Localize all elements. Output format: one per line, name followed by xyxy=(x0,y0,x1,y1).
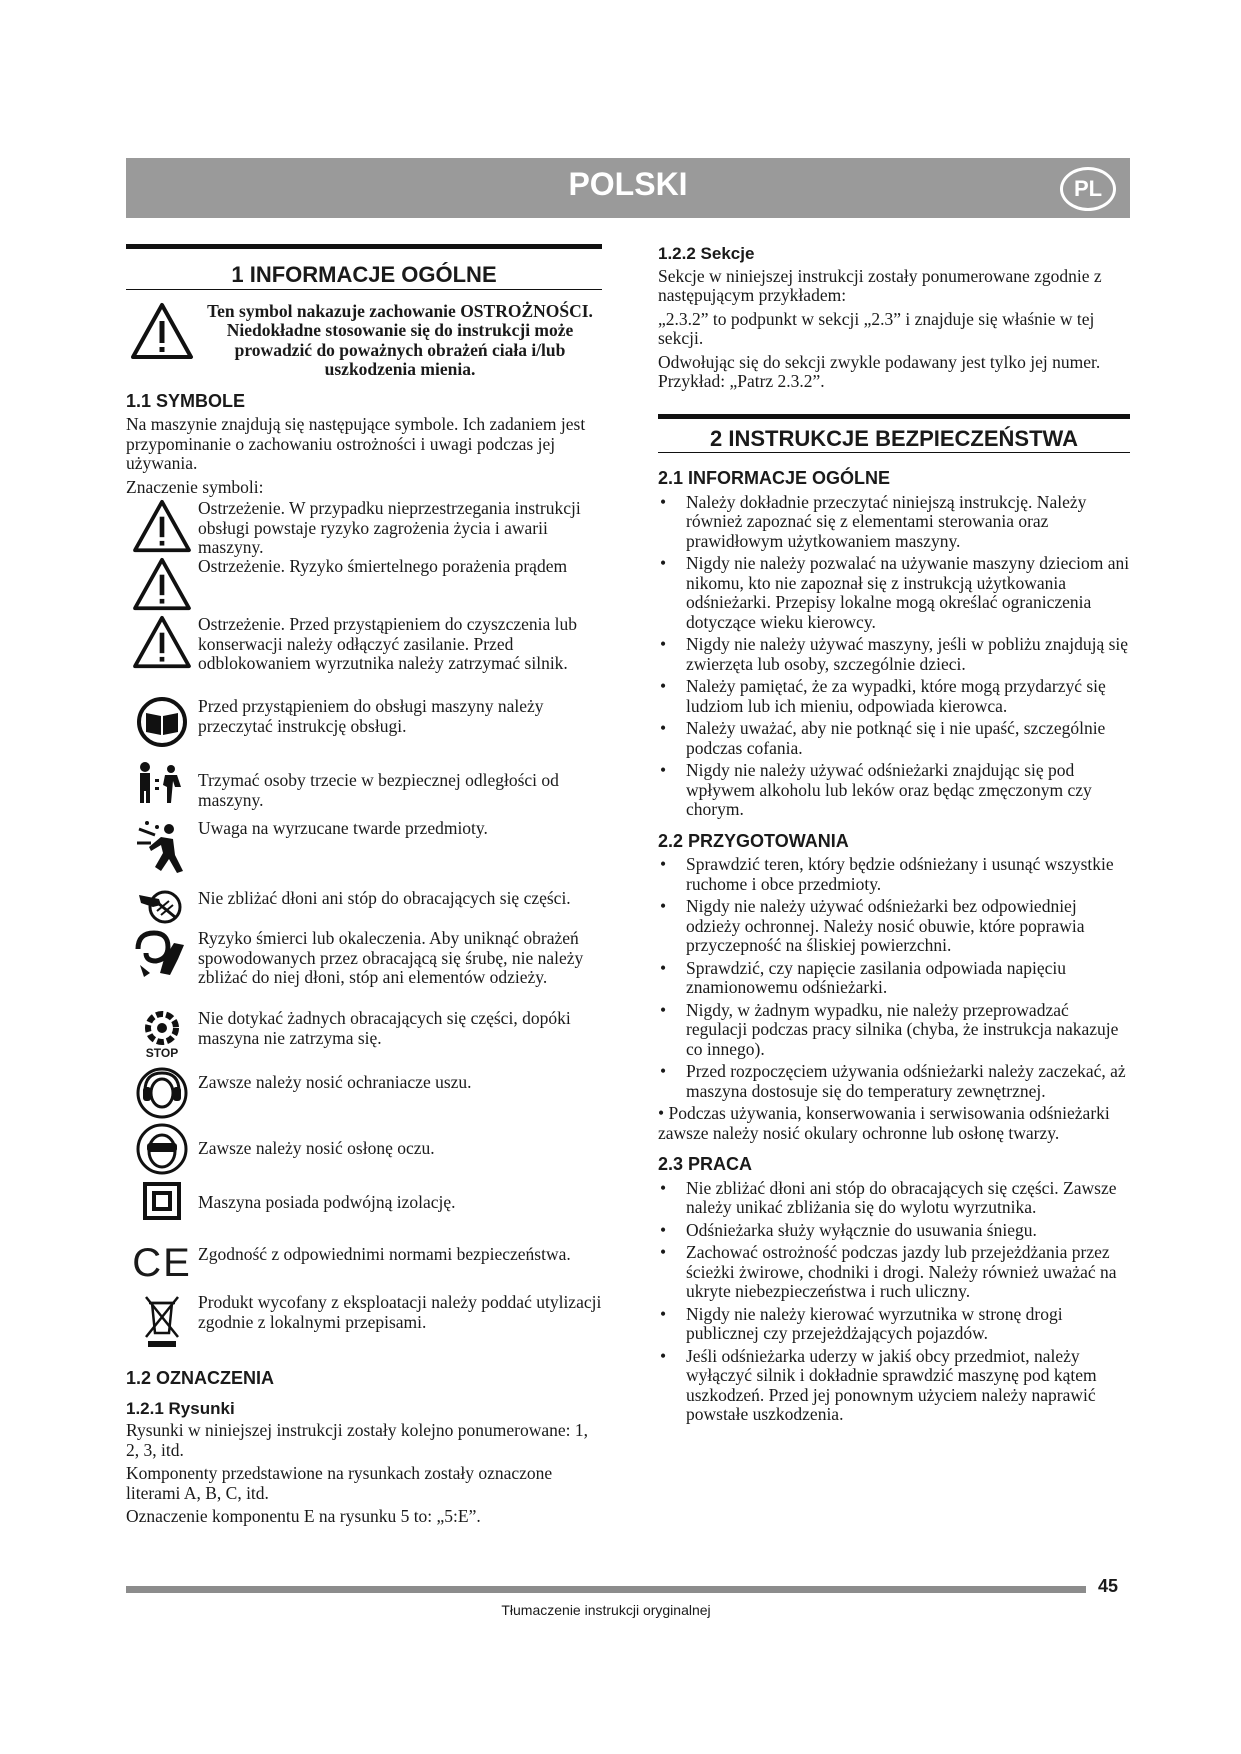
list-item: • Należy uważać, aby nie potknąć się i nie upaść, szczególnie podczas cofania. xyxy=(658,719,1130,758)
chapter-1-title: 1 INFORMACJE OGÓLNE xyxy=(126,244,602,290)
section-1-2-1-title: 1.2.1 Rysunki xyxy=(126,1398,235,1418)
warning-triangle-icon xyxy=(126,557,198,611)
symbol-description: Zawsze należy nosić osłonę oczu. xyxy=(198,1138,435,1158)
bullet-list xyxy=(658,1179,1130,1425)
bullet-list xyxy=(658,855,1130,1101)
paragraph: Znaczenie symboli: xyxy=(126,476,264,497)
paragraph: Oznaczenie komponentu E na rysunku 5 to: „5:E”. xyxy=(126,1506,481,1526)
list-item: • Nigdy nie należy kierować wyrzutnika w stronę drogi publicznej czy przejeżdżających pojazdów. xyxy=(658,1305,1130,1344)
symbol-description: Produkt wycofany z eksploatacji należy poddać utylizacji zgodnie z lokalnymi przepisami. xyxy=(198,1292,602,1332)
paragraph: Rysunki w niniejszej instrukcji zostały kolejno ponumerowane: 1, 2, 3, itd. xyxy=(126,1420,588,1460)
section-1-2-2-title: 1.2.2 Sekcje xyxy=(658,244,755,263)
thrown-objects-icon xyxy=(126,819,198,879)
language-banner xyxy=(126,158,1130,218)
symbol-row xyxy=(126,889,602,929)
list-item: • Sprawdzić, czy napięcie zasilania odpowiada napięciu znamionowemu odśnieżarki. xyxy=(658,959,1130,998)
ear-protection-icon xyxy=(126,1067,198,1119)
rotating-parts-hand-icon xyxy=(126,889,198,925)
left-column xyxy=(126,244,602,1531)
list-item: • Zachować ostrożność podczas jazdy lub przejeżdżania przez ścieżki żwirowe, chodniki i drogi. Należy również uważać na ukryte niebezpieczeństwa i ruch uliczny. xyxy=(658,1243,1130,1302)
symbol-row xyxy=(126,1123,602,1181)
symbol-description: Ostrzeżenie. Ryzyko śmiertelnego porażenia prądem xyxy=(198,556,568,576)
list-item: • Należy pamiętać, że za wypadki, które mogą przydarzyć się ludziom lub ich mieniu, odpowiada kierowca. xyxy=(658,677,1130,716)
keep-distance-icon xyxy=(126,759,198,805)
symbol-description: Ryzyko śmierci lub okaleczenia. Aby uniknąć obrażeń spowodowanych przez obracającą się śrubę, nie należy zbliżać do niej dłoni, stóp ani elementów odzieży. xyxy=(198,928,584,987)
list-item: • Podczas używania, konserwowania i serwisowania odśnieżarki zawsze należy nosić okulary ochronne lub osłonę twarzy. xyxy=(658,1103,1110,1143)
caution-text: Ten symbol nakazuje zachowanie OSTROŻNOŚCI. Niedokładne stosowanie się do instrukcji może prowadzić do poważnych obrażeń ciała i/lub uszkodzenia mienia. xyxy=(207,300,593,379)
list-item: • Nie zbliżać dłoni ani stóp do obracających się części. Zawsze należy unikać zbliżania się do wylotu wyrzutnika. xyxy=(658,1179,1130,1218)
stop-label: STOP xyxy=(145,1046,179,1060)
chapter-2-title: 2 INSTRUKCJE BEZPIECZEŃSTWA xyxy=(658,414,1130,454)
bullet-list xyxy=(658,493,1130,820)
symbol-row xyxy=(126,819,602,885)
list-item: • Jeśli odśnieżarka uderzy w jakiś obcy przedmiot, należy wyłączyć silnik i dokładnie sprawdzić maszynę pod kątem uszkodzeń. Przed jej ponownym użyciem należy naprawić powstałe uszkodzenia. xyxy=(658,1347,1130,1425)
double-insulation-icon xyxy=(126,1181,198,1221)
footer-bar xyxy=(126,1586,1086,1593)
list-item: • Należy dokładnie przeczytać niniejszą instrukcję. Należy również zapoznać się z elementami sterowania oraz prawidłowym użytkowaniem maszyny. xyxy=(658,493,1130,552)
warning-triangle-icon xyxy=(126,615,198,669)
symbol-description: Trzymać osoby trzecie w bezpiecznej odległości od maszyny. xyxy=(198,770,559,810)
symbol-description: Zawsze należy nosić ochraniacze uszu. xyxy=(198,1072,472,1092)
weee-bin-icon xyxy=(126,1293,198,1349)
list-item: • Sprawdzić teren, który będzie odśnieżany i usunąć wszystkie ruchome i obce przedmioty. xyxy=(658,855,1130,894)
symbol-row xyxy=(126,1067,602,1123)
footer-text: Tłumaczenie instrukcji oryginalnej xyxy=(501,1602,711,1618)
warning-triangle-icon xyxy=(126,499,198,553)
read-manual-icon xyxy=(126,697,198,747)
symbol-description: Ostrzeżenie. Przed przystąpieniem do czyszczenia lub konserwacji należy odłączyć zasilanie. Przed odblokowaniem wyrzutnika należy zatrzymać silnik. xyxy=(198,614,577,673)
auger-danger-icon xyxy=(126,929,198,979)
warning-triangle-icon xyxy=(126,302,198,372)
symbol-description: Uwaga na wyrzucane twarde przedmioty. xyxy=(198,818,488,838)
list-item: • Nigdy, w żadnym wypadku, nie należy przeprowadzać regulacji podczas pracy silnika (chyba, że instrukcja nakazuje co innego). xyxy=(658,1001,1130,1060)
page-number: 45 xyxy=(1098,1576,1119,1596)
symbol-row xyxy=(126,1239,602,1293)
symbol-row xyxy=(126,759,602,819)
symbol-row xyxy=(126,1293,602,1359)
list-item: • Przed rozpoczęciem używania odśnieżarki należy zaczekać, aż maszyna dostosuje się do temperatury zewnętrznej. xyxy=(658,1062,1130,1101)
eye-protection-icon xyxy=(126,1123,198,1175)
symbol-description: Ostrzeżenie. W przypadku nieprzestrzegania instrukcji obsługi powstaje ryzyko zagrożenia życia i awarii maszyny. xyxy=(198,498,581,557)
symbol-description: Maszyna posiada podwójną izolację. xyxy=(198,1192,456,1212)
caution-box xyxy=(126,302,602,380)
right-column xyxy=(658,244,1130,1428)
section-2-3-title: 2.3 PRACA xyxy=(658,1154,753,1174)
section-1-2-title: 1.2 OZNACZENIA xyxy=(126,1368,275,1388)
symbol-row xyxy=(126,499,602,557)
symbol-row xyxy=(126,697,602,759)
symbol-description: Przed przystąpieniem do obsługi maszyny należy przeczytać instrukcję obsługi. xyxy=(198,696,544,736)
stop-rotating-icon xyxy=(126,1009,198,1059)
list-item: • Odśnieżarka służy wyłącznie do usuwania śniegu. xyxy=(658,1221,1130,1241)
paragraph: Sekcje w niniejszej instrukcji zostały ponumerowane zgodnie z następującym przykładem: xyxy=(658,265,1102,305)
symbol-description: Nie dotykać żadnych obracających się części, dopóki maszyna nie zatrzyma się. xyxy=(198,1008,571,1048)
banner-title: POLSKI xyxy=(568,166,688,202)
paragraph: Odwołując się do sekcji zwykle podawany jest tylko jej numer. Przykład: „Patrz 2.3.2”. xyxy=(658,351,1101,391)
symbol-row xyxy=(126,615,602,697)
symbol-row xyxy=(126,1009,602,1067)
symbol-row xyxy=(126,929,602,1009)
symbol-description: Nie zbliżać dłoni ani stóp do obracających się części. xyxy=(198,888,571,908)
paragraph: Komponenty przedstawione na rysunkach zostały oznaczone literami A, B, C, itd. xyxy=(126,1463,553,1503)
section-2-1-title: 2.1 INFORMACJE OGÓLNE xyxy=(658,468,891,488)
symbol-row xyxy=(126,1181,602,1233)
list-item: • Nigdy nie należy używać odśnieżarki bez odpowiedniej odzieży ochronnej. Należy nosić obuwie, które poprawia przyczepność na śliskiej powierzchni. xyxy=(658,897,1130,956)
ce-mark-icon: CE xyxy=(132,1241,192,1285)
symbol-row xyxy=(126,557,602,615)
section-1-1-title: 1.1 SYMBOLE xyxy=(126,390,246,411)
paragraph: Na maszynie znajdują się następujące symbole. Ich zadaniem jest przypominanie o zachowaniu ostrożności i uwagi podczas jej używania. xyxy=(126,414,586,473)
section-2-2-title: 2.2 PRZYGOTOWANIA xyxy=(658,830,849,851)
symbol-description: Zgodność z odpowiednimi normami bezpieczeństwa. xyxy=(198,1244,571,1264)
list-item: • Nigdy nie należy używać maszyny, jeśli w pobliżu znajdują się zwierzęta lub osoby, szczególnie dzieci. xyxy=(658,635,1130,674)
language-badge: PL xyxy=(1060,167,1116,211)
list-item: • Nigdy nie należy pozwalać na używanie maszyny dzieciom ani nikomu, kto nie zapoznał się z instrukcją użytkowania odśnieżarki. Przepisy lokalne mogą określać ograniczenia dotyczące wieku kierowcy. xyxy=(658,554,1130,632)
list-item: • Nigdy nie należy używać odśnieżarki znajdując się pod wpływem alkoholu lub leków oraz będąc zmęczonym czy chorym. xyxy=(658,761,1130,820)
paragraph: „2.3.2” to podpunkt w sekcji „2.3” i znajduje się właśnie w tej sekcji. xyxy=(658,308,1095,348)
